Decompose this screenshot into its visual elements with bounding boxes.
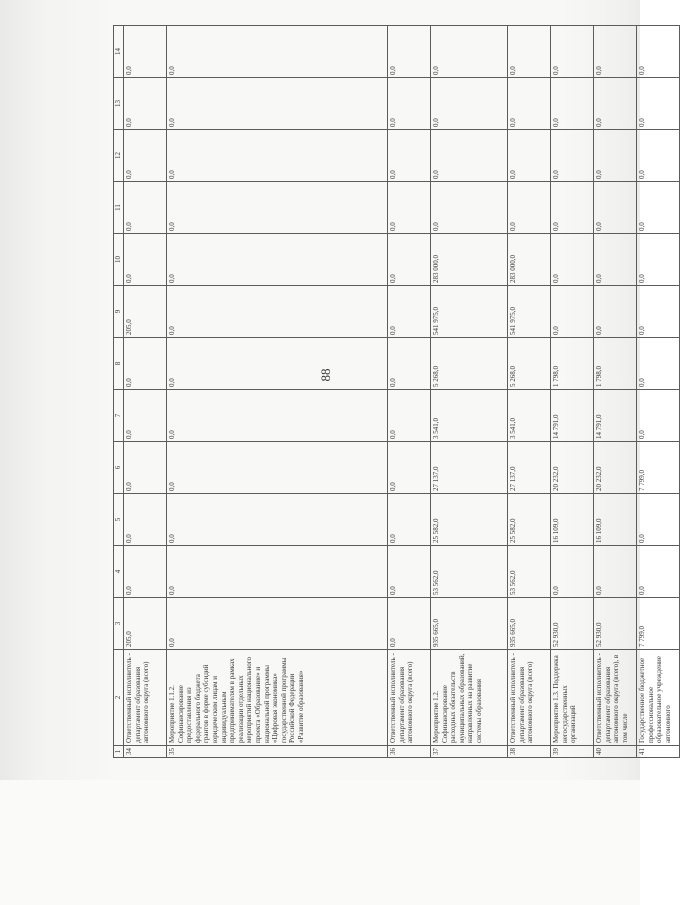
- value-cell: 25 582,0: [431, 494, 508, 546]
- value-cell: 27 137,0: [508, 442, 551, 494]
- value-cell: 0,0: [508, 26, 551, 78]
- value-cell: 0,0: [167, 234, 388, 286]
- value-cell: 0,0: [124, 390, 167, 442]
- table-row: [637, 26, 680, 758]
- value-cell: 541 975,0: [508, 286, 551, 338]
- value-cell: 53 562,0: [508, 546, 551, 598]
- value-cell: 1 798,0: [594, 338, 637, 390]
- value-cell: 0,0: [551, 234, 594, 286]
- value-cell: 0,0: [167, 442, 388, 494]
- value-cell: 7 799,0: [637, 598, 680, 650]
- value-cell: 0,0: [431, 78, 508, 130]
- row-name: Мероприятие 1.1.2. Софинансирование предоставления из федерального бюджета грантов в форме субсидий юридическим лицам и индивидуальным предпринимателям в рамках реализации отдельных мероприятий национального проекта «Образование» и национальной программы «Цифровая экономика» государственной программы Российской Федерации «Развитие образования»: [167, 650, 388, 746]
- value-cell: 20 232,0: [551, 442, 594, 494]
- value-cell: 0,0: [388, 442, 431, 494]
- value-cell: 0,0: [431, 130, 508, 182]
- value-cell: 25 582,0: [508, 494, 551, 546]
- value-cell: 0,0: [167, 390, 388, 442]
- value-cell: 0,0: [551, 26, 594, 78]
- value-cell: 283 000,0: [431, 234, 508, 286]
- value-cell: 0,0: [637, 390, 680, 442]
- rotated-table-wrapper: [113, 30, 672, 758]
- row-name: Мероприятие 1.2. Софинансирование расходных обязательств муниципальных образований, направленных на развитие системы образования: [431, 650, 508, 746]
- value-cell: 0,0: [637, 130, 680, 182]
- value-cell: 0,0: [124, 442, 167, 494]
- row-number: 40: [594, 746, 637, 758]
- row-name: Государственное бюджетное профессиональное образовательное учреждение автономного: [637, 650, 680, 746]
- value-cell: 20 232,0: [594, 442, 637, 494]
- value-cell: 0,0: [124, 234, 167, 286]
- value-cell: 0,0: [167, 338, 388, 390]
- header-cell: 13: [114, 78, 124, 130]
- value-cell: 0,0: [167, 182, 388, 234]
- table-row: [124, 26, 167, 758]
- value-cell: 0,0: [167, 598, 388, 650]
- value-cell: 0,0: [637, 338, 680, 390]
- budget-table: [113, 25, 680, 758]
- value-cell: 0,0: [431, 182, 508, 234]
- value-cell: 27 137,0: [431, 442, 508, 494]
- value-cell: 0,0: [167, 130, 388, 182]
- value-cell: 0,0: [388, 234, 431, 286]
- value-cell: 0,0: [508, 130, 551, 182]
- row-name: Ответственный исполнитель - департамент образования автономного округа (всего): [388, 650, 431, 746]
- value-cell: 16 109,0: [594, 494, 637, 546]
- value-cell: 205,0: [124, 598, 167, 650]
- value-cell: 0,0: [551, 546, 594, 598]
- value-cell: 0,0: [124, 338, 167, 390]
- header-cell: 6: [114, 442, 124, 494]
- value-cell: 0,0: [594, 546, 637, 598]
- header-cell: 12: [114, 130, 124, 182]
- value-cell: 0,0: [594, 130, 637, 182]
- row-name: Ответственный исполнитель - департамент образования автономного округа (всего): [124, 650, 167, 746]
- row-number: 36: [388, 746, 431, 758]
- value-cell: 14 791,0: [551, 390, 594, 442]
- row-number: 38: [508, 746, 551, 758]
- value-cell: 0,0: [388, 182, 431, 234]
- value-cell: 0,0: [594, 26, 637, 78]
- row-name: Ответственный исполнитель - департамент образования автономного округа (всего): [508, 650, 551, 746]
- value-cell: 0,0: [637, 546, 680, 598]
- value-cell: 0,0: [124, 26, 167, 78]
- value-cell: 0,0: [388, 286, 431, 338]
- table-row: [551, 26, 594, 758]
- value-cell: 52 930,0: [594, 598, 637, 650]
- value-cell: 0,0: [551, 182, 594, 234]
- table-row: [431, 26, 508, 758]
- value-cell: 0,0: [388, 130, 431, 182]
- header-cell: 5: [114, 494, 124, 546]
- value-cell: 0,0: [637, 26, 680, 78]
- value-cell: 935 665,0: [508, 598, 551, 650]
- header-cell: 7: [114, 390, 124, 442]
- value-cell: 0,0: [637, 78, 680, 130]
- row-number: 35: [167, 746, 388, 758]
- header-cell: 1: [114, 746, 124, 758]
- value-cell: 0,0: [637, 494, 680, 546]
- value-cell: 0,0: [431, 26, 508, 78]
- value-cell: 205,0: [124, 286, 167, 338]
- value-cell: 0,0: [551, 130, 594, 182]
- value-cell: 3 541,0: [431, 390, 508, 442]
- value-cell: 0,0: [388, 390, 431, 442]
- header-row: [114, 26, 124, 758]
- value-cell: 0,0: [508, 78, 551, 130]
- value-cell: 541 975,0: [431, 286, 508, 338]
- value-cell: 0,0: [551, 78, 594, 130]
- value-cell: 16 109,0: [551, 494, 594, 546]
- value-cell: 0,0: [508, 182, 551, 234]
- value-cell: 0,0: [167, 26, 388, 78]
- value-cell: 0,0: [637, 182, 680, 234]
- value-cell: 0,0: [124, 546, 167, 598]
- value-cell: 1 798,0: [551, 338, 594, 390]
- value-cell: 0,0: [167, 78, 388, 130]
- value-cell: 0,0: [388, 546, 431, 598]
- value-cell: 0,0: [388, 494, 431, 546]
- row-name: Ответственный исполнитель - департамент образования автономного округа (всего), в том числе: [594, 650, 637, 746]
- value-cell: 3 541,0: [508, 390, 551, 442]
- header-cell: 2: [114, 650, 124, 746]
- value-cell: 0,0: [594, 286, 637, 338]
- value-cell: 0,0: [124, 182, 167, 234]
- header-cell: 10: [114, 234, 124, 286]
- value-cell: 283 000,0: [508, 234, 551, 286]
- row-number: 41: [637, 746, 680, 758]
- value-cell: 0,0: [551, 286, 594, 338]
- row-number: 39: [551, 746, 594, 758]
- header-cell: 11: [114, 182, 124, 234]
- table-body: [114, 26, 680, 758]
- value-cell: 5 268,0: [508, 338, 551, 390]
- value-cell: 935 665,0: [431, 598, 508, 650]
- value-cell: 0,0: [124, 494, 167, 546]
- value-cell: 0,0: [594, 234, 637, 286]
- table-row: [594, 26, 637, 758]
- header-cell: 9: [114, 286, 124, 338]
- value-cell: 52 930,0: [551, 598, 594, 650]
- row-name: Мероприятие 1.3. Поддержка негосударственных организаций: [551, 650, 594, 746]
- page-number: 88: [318, 368, 333, 382]
- value-cell: 0,0: [167, 546, 388, 598]
- value-cell: 14 791,0: [594, 390, 637, 442]
- row-number: 37: [431, 746, 508, 758]
- value-cell: 0,0: [167, 494, 388, 546]
- value-cell: 7 799,0: [637, 442, 680, 494]
- value-cell: 0,0: [388, 26, 431, 78]
- table-row: [508, 26, 551, 758]
- table-row: [167, 26, 388, 758]
- table-row: [388, 26, 431, 758]
- value-cell: 0,0: [594, 78, 637, 130]
- header-cell: 4: [114, 546, 124, 598]
- value-cell: 0,0: [167, 286, 388, 338]
- value-cell: 0,0: [388, 338, 431, 390]
- value-cell: 0,0: [388, 598, 431, 650]
- value-cell: 0,0: [637, 234, 680, 286]
- value-cell: 0,0: [124, 130, 167, 182]
- row-number: 34: [124, 746, 167, 758]
- value-cell: 0,0: [388, 78, 431, 130]
- header-cell: 14: [114, 26, 124, 78]
- header-cell: 3: [114, 598, 124, 650]
- value-cell: 53 562,0: [431, 546, 508, 598]
- value-cell: 5 268,0: [431, 338, 508, 390]
- header-cell: 8: [114, 338, 124, 390]
- value-cell: 0,0: [124, 78, 167, 130]
- value-cell: 0,0: [594, 182, 637, 234]
- value-cell: 0,0: [637, 286, 680, 338]
